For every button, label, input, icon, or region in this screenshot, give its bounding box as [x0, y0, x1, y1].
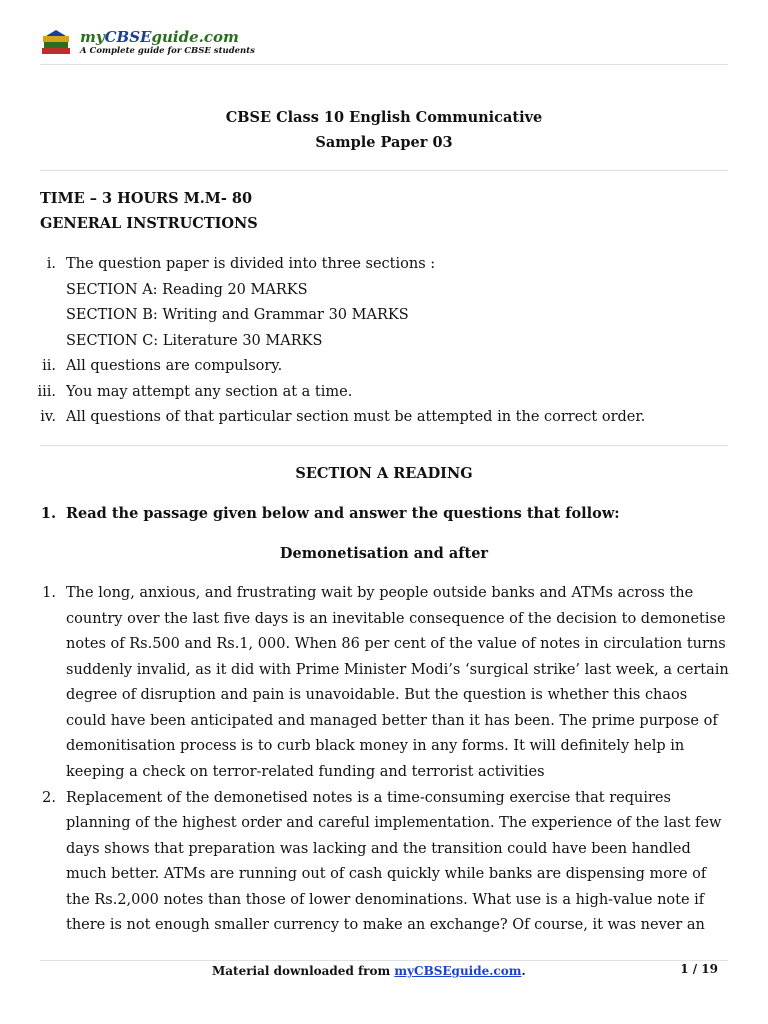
list-number: iv. [40, 409, 56, 425]
footer-suffix: . [521, 964, 526, 978]
question-number: 1. [40, 505, 56, 522]
title-divider [40, 170, 728, 171]
paragraph-number: 2. [42, 790, 56, 806]
section-heading: SECTION A READING [295, 465, 473, 482]
paper-title: CBSE Class 10 English Communicative [225, 109, 543, 126]
section-divider [40, 445, 728, 446]
paragraph-line: there is not enough smaller currency to make an exchange? Of course, it was never an [66, 917, 705, 933]
footer-text [212, 964, 526, 978]
paragraph-line: Replacement of the demonetised notes is a time-consuming exercise that requires [66, 790, 671, 806]
list-number: ii. [42, 358, 56, 374]
paragraph-line: notes of Rs.500 and Rs.1, 000. When 86 per cent of the value of notes in circulation turns [66, 636, 726, 652]
brand-tagline: A Complete guide for CBSE students [80, 46, 255, 56]
paragraph-line: keeping a check on terror-related funding and terrorist activities [66, 764, 545, 780]
brand-suffix: guide.com [151, 28, 239, 46]
list-item: The question paper is divided into three sections : [66, 256, 436, 272]
paragraph-number: 1. [42, 585, 56, 601]
time-marks: TIME – 3 HOURS M.M- 80 [40, 190, 253, 207]
paragraph-line: suddenly invalid, as it did with Prime Minister Modi’s ‘surgical strike’ last week, a certain [66, 662, 729, 678]
paragraph-line: could have been anticipated and managed better than it has been. The prime purpose of [66, 713, 718, 729]
list-number: i. [46, 256, 56, 272]
paragraph-line: country over the last five days is an inevitable consequence of the decision to demonetise [66, 611, 726, 627]
paragraph-line: the Rs.2,000 notes than those of lower denominations. What use is a high-value note if [66, 892, 705, 908]
question-text: Read the passage given below and answer the questions that follow: [66, 505, 620, 522]
footer-link[interactable]: myCBSEguide.com [394, 964, 522, 978]
page-number: 1 / 19 [680, 962, 718, 976]
site-header [40, 28, 260, 60]
list-item: You may attempt any section at a time. [66, 384, 353, 400]
paragraph-line: degree of disruption and pain is unavoidable. But the question is whether this chaos [66, 687, 688, 703]
brand-logo[interactable] [80, 28, 239, 46]
paragraph-line: demonitisation process is to curb black money in any forms. It will definitely help in [66, 738, 685, 754]
books-icon [40, 30, 72, 56]
list-item: All questions are compulsory. [66, 358, 283, 374]
list-number: iii. [37, 384, 56, 400]
paragraph-line: much better. ATMs are running out of cash quickly while banks are dispensing more of [66, 866, 707, 882]
paragraph-line: The long, anxious, and frustrating wait by people outside banks and ATMs across the [66, 585, 694, 601]
footer-divider [40, 960, 728, 961]
brand-mid: CBSE [104, 28, 152, 46]
list-item: All questions of that particular section must be attempted in the correct order. [66, 409, 646, 425]
passage-title: Demonetisation and after [279, 545, 489, 562]
brand-prefix: my [80, 28, 105, 46]
instructions-heading: GENERAL INSTRUCTIONS [40, 215, 258, 232]
list-item: SECTION A: Reading 20 MARKS [66, 282, 308, 298]
footer-label: Material downloaded from [212, 964, 395, 978]
list-item: SECTION C: Literature 30 MARKS [66, 333, 323, 349]
list-item: SECTION B: Writing and Grammar 30 MARKS [66, 307, 409, 323]
header-divider [40, 64, 728, 65]
paragraph-line: days shows that preparation was lacking and the transition could have been handled [66, 841, 691, 857]
paragraph-line: planning of the highest order and careful implementation. The experience of the last few [66, 815, 722, 831]
paper-subtitle: Sample Paper 03 [315, 134, 453, 151]
